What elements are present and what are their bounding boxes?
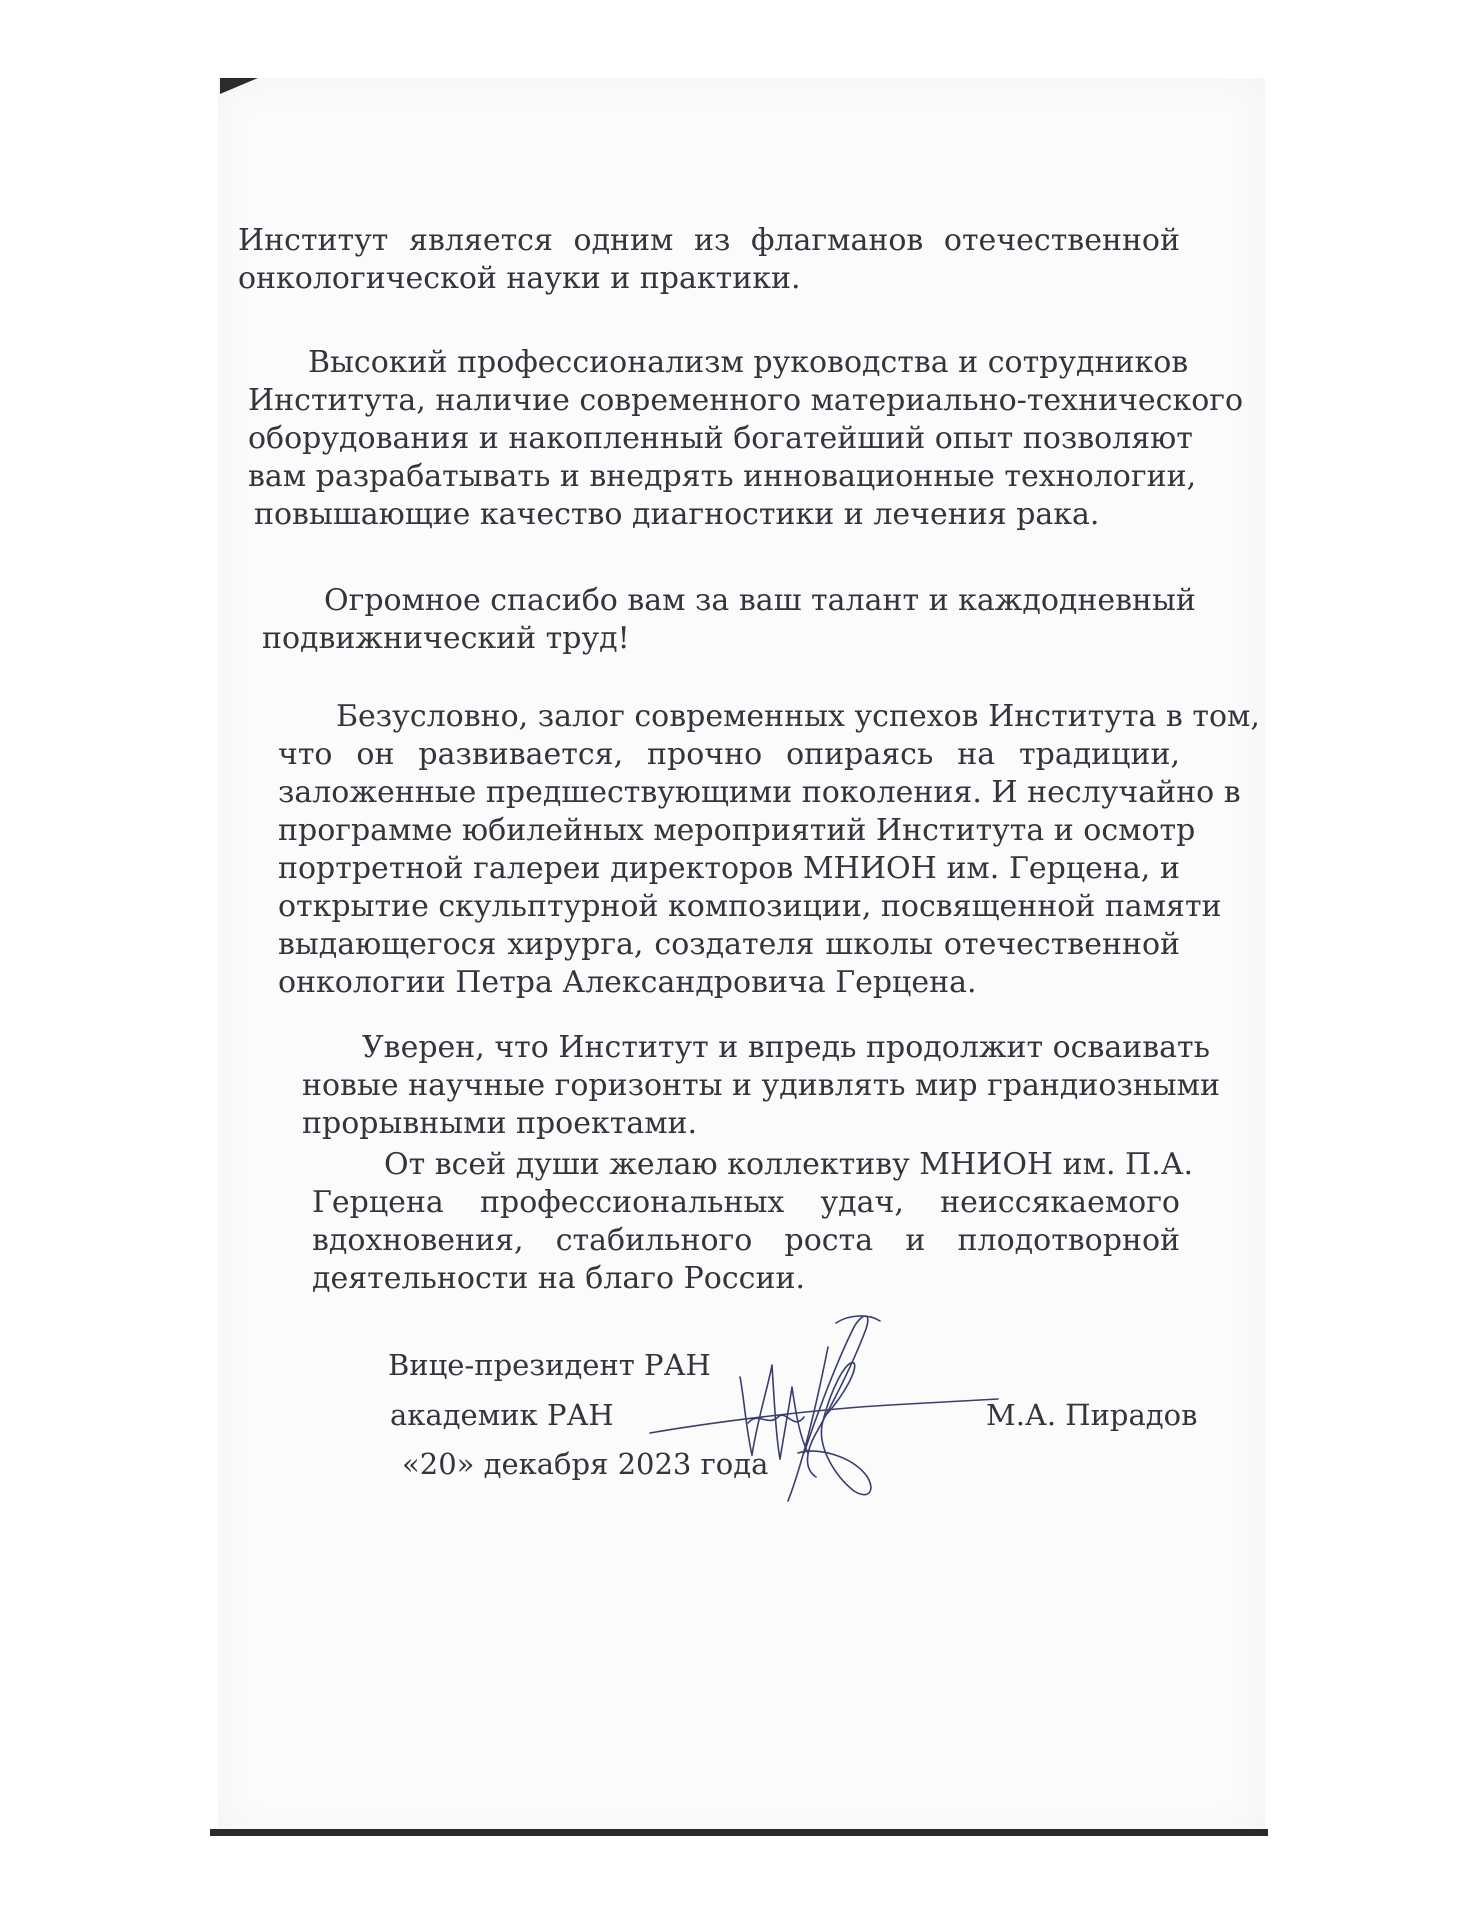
paragraph-future bbox=[302, 1029, 1221, 1143]
text-line: Безусловно, залог современных успехов Института в том, bbox=[336, 699, 1260, 734]
signer-name: М.А. Пирадов bbox=[986, 1398, 1198, 1432]
signer-position-academician: академик РАН bbox=[390, 1398, 614, 1432]
text-line: онкологической науки и практики. bbox=[238, 261, 801, 296]
text-line: заложенные предшествующими поколения. И неслучайно в bbox=[278, 775, 1241, 810]
letter-date: «20» декабря 2023 года bbox=[402, 1447, 769, 1481]
text-line: выдающегося хирурга, создателя школы отечественной bbox=[278, 927, 1180, 962]
text-line: От всей души желаю коллективу МНИОН им. П.А. bbox=[384, 1147, 1193, 1182]
text-line: деятельности на благо России. bbox=[312, 1261, 805, 1296]
text-line: Уверен, что Институт и впредь продолжит осваивать bbox=[362, 1030, 1210, 1065]
text-line: Института, наличие современного материально-технического bbox=[248, 383, 1244, 418]
text-line: повышающие качество диагностики и лечения рака. bbox=[254, 497, 1100, 532]
paragraph-traditions bbox=[278, 698, 1260, 1002]
text-line: прорывными проектами. bbox=[302, 1106, 698, 1141]
text-line: вам разрабатывать и внедрять инновационные технологии, bbox=[248, 459, 1197, 494]
text-line: Герцена профессиональных удач, неиссякаемого bbox=[312, 1185, 1180, 1220]
text-line: вдохновения, стабильного роста и плодотворной bbox=[312, 1223, 1180, 1258]
handwritten-signature-icon bbox=[640, 1305, 1000, 1505]
text-line: оборудования и накопленный богатейший опыт позволяют bbox=[248, 421, 1193, 456]
text-line: новые научные горизонты и удивлять мир грандиозными bbox=[302, 1068, 1221, 1103]
scan-bottom-edge bbox=[210, 1829, 1268, 1836]
text-line: Огромное спасибо вам за ваш талант и каждодневный bbox=[324, 583, 1196, 618]
text-line: Высокий профессионализм руководства и сотрудников bbox=[308, 345, 1189, 380]
paragraph-gratitude bbox=[262, 582, 1196, 658]
paragraph-flagship bbox=[238, 222, 1180, 298]
text-line: программе юбилейных мероприятий Института и осмотр bbox=[278, 813, 1196, 848]
text-line: открытие скульптурной композиции, посвященной памяти bbox=[278, 889, 1222, 924]
text-line: портретной галереи директоров МНИОН им. Герцена, и bbox=[278, 851, 1180, 886]
text-line: что он развивается, прочно опираясь на традиции, bbox=[278, 737, 1180, 772]
text-line: подвижнический труд! bbox=[262, 621, 630, 656]
signer-position-vice-president: Вице-президент РАН bbox=[388, 1348, 711, 1382]
paragraph-wishes bbox=[312, 1146, 1193, 1298]
scan-corner-mark bbox=[220, 78, 258, 94]
text-line: Институт является одним из флагманов отечественной bbox=[238, 223, 1180, 258]
text-line: онкологии Петра Александровича Герцена. bbox=[278, 965, 977, 1000]
paragraph-professionalism bbox=[248, 344, 1244, 534]
